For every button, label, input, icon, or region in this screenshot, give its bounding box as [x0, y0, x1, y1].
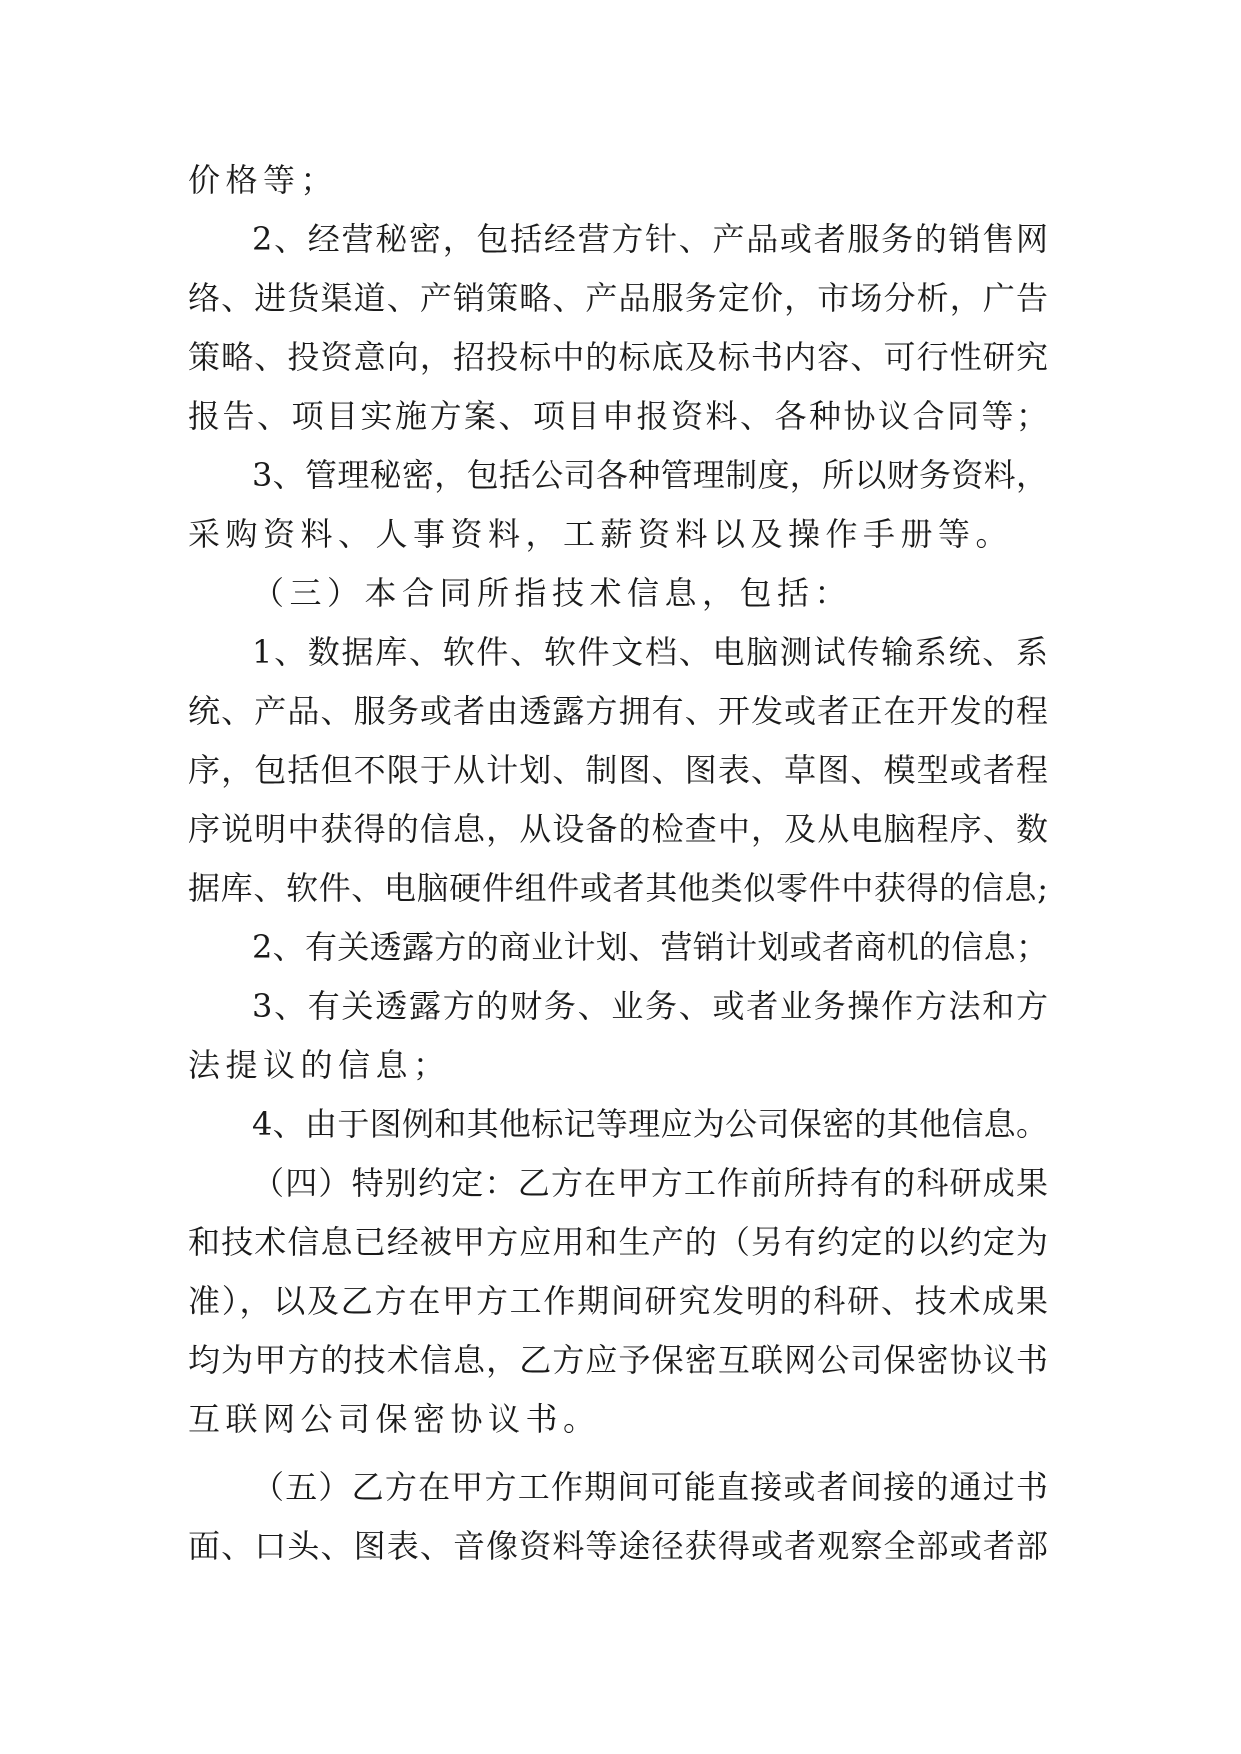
text-line: 准），以及乙方在甲方工作期间研究发明的科研、技术成果 [188, 1282, 1048, 1320]
text-line: 统、产品、服务或者由透露方拥有、开发或者正在开发的程 [188, 692, 1048, 730]
text-line: 3、管理秘密，包括公司各种管理制度，所以财务资料， [252, 456, 1048, 494]
text-line: 络、进货渠道、产销策略、产品服务定价，市场分析，广告 [188, 279, 1048, 317]
document-body [188, 160, 1048, 1585]
text-line: 4、由于图例和其他标记等理应为公司保密的其他信息。 [252, 1105, 1048, 1143]
text-line: 采购资料、人事资料，工薪资料以及操作手册等。 [188, 515, 1014, 553]
text-line: 据库、软件、电脑硬件组件或者其他类似零件中获得的信息; [188, 869, 1048, 907]
text-line: 2、经营秘密，包括经营方针、产品或者服务的销售网 [252, 220, 1048, 258]
section-heading: （五）乙方在甲方工作期间可能直接或者间接的通过书 [252, 1468, 1048, 1506]
text-line: 2、有关透露方的商业计划、营销计划或者商机的信息； [252, 928, 1048, 966]
text-line: 法提议的信息； [188, 1046, 451, 1084]
text-line: 均为甲方的技术信息，乙方应予保密互联网公司保密协议书 [188, 1341, 1048, 1379]
text-line: 互联网公司保密协议书。 [188, 1400, 601, 1438]
text-line: 策略、投资意向，招投标中的标底及标书内容、可行性研究 [188, 338, 1048, 376]
text-line: 1、数据库、软件、软件文档、电脑测试传输系统、系 [252, 633, 1048, 671]
text-line: 和技术信息已经被甲方应用和生产的（另有约定的以约定为 [188, 1223, 1048, 1261]
section-heading: （三）本合同所指技术信息，包括： [252, 574, 853, 612]
text-line: 价格等； [188, 161, 339, 199]
text-line: 3、有关透露方的财务、业务、或者业务操作方法和方 [252, 987, 1048, 1025]
text-line: 序，包括但不限于从计划、制图、图表、草图、模型或者程 [188, 751, 1048, 789]
text-line: 序说明中获得的信息，从设备的检查中，及从电脑程序、数 [188, 810, 1048, 848]
text-line: 报告、项目实施方案、项目申报资料、各种协议合同等； [188, 397, 1048, 435]
text-line: 面、口头、图表、音像资料等途径获得或者观察全部或者部 [188, 1527, 1048, 1565]
section-heading: （四）特别约定：乙方在甲方工作前所持有的科研成果 [252, 1164, 1048, 1202]
